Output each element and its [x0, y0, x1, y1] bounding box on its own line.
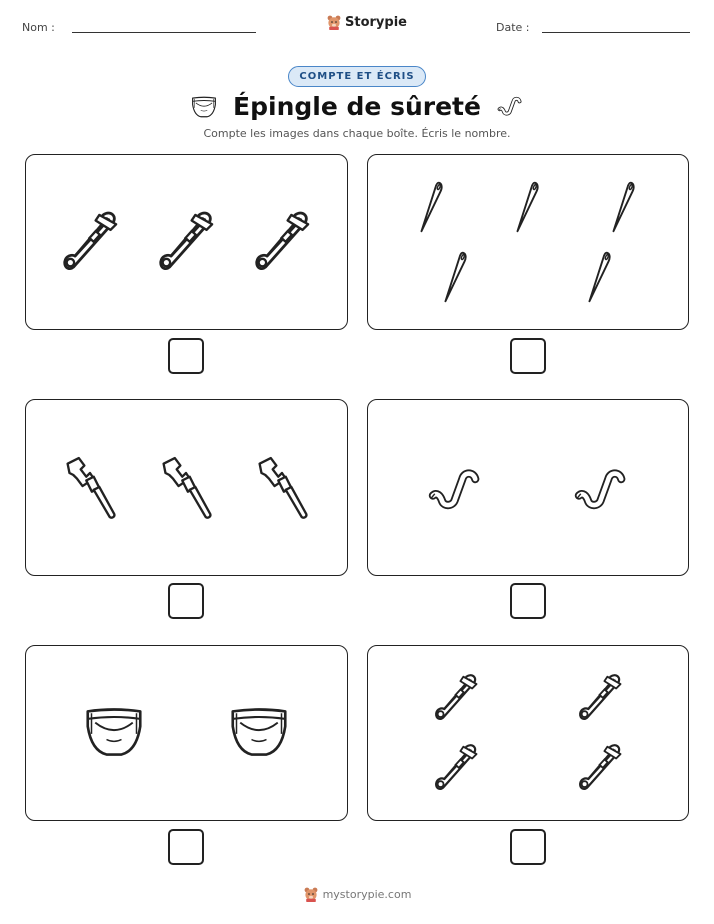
count-panel-3: [25, 399, 348, 576]
needle-icon: [610, 181, 636, 233]
needle-icon: [442, 251, 468, 303]
needle-icon: [418, 181, 444, 233]
bear-logo-icon: [303, 886, 319, 902]
count-panel-2: [367, 154, 689, 330]
count-panel-1: [25, 154, 348, 330]
needle-icon: [514, 181, 540, 233]
wrench-icon: [158, 454, 214, 520]
name-line[interactable]: [72, 32, 256, 33]
wrench-icon: [62, 454, 118, 520]
activity-badge: COMPTE ET ÉCRIS: [288, 66, 425, 87]
safety-pin-icon: [578, 742, 622, 794]
date-line[interactable]: [542, 32, 690, 33]
count-panel-5: [25, 645, 348, 821]
diaper-icon: [84, 704, 144, 760]
answer-box-6[interactable]: [510, 829, 546, 865]
answer-box-3[interactable]: [168, 583, 204, 619]
hook-icon: [497, 95, 523, 119]
safety-pin-icon: [434, 672, 478, 724]
answer-box-5[interactable]: [168, 829, 204, 865]
brand-name: Storypie: [345, 14, 407, 30]
hook-icon: [572, 468, 630, 514]
answer-box-1[interactable]: [168, 338, 204, 374]
footer-url[interactable]: mystorypie.com: [322, 887, 412, 901]
brand-logo: [326, 14, 407, 30]
diaper-icon: [229, 704, 289, 760]
hook-icon: [426, 468, 484, 514]
count-panel-6: [367, 645, 689, 821]
date-label: Date :: [496, 21, 530, 34]
name-label: Nom :: [22, 21, 55, 34]
wrench-icon: [254, 454, 310, 520]
safety-pin-icon: [158, 209, 214, 275]
instructions: Compte les images dans chaque boîte. Écris le nombre.: [203, 127, 511, 140]
footer: [303, 886, 412, 902]
page-title: Épingle de sûreté: [233, 92, 481, 121]
answer-box-2[interactable]: [510, 338, 546, 374]
answer-box-4[interactable]: [510, 583, 546, 619]
safety-pin-icon: [254, 209, 310, 275]
diaper-icon: [191, 95, 217, 119]
bear-logo-icon: [326, 14, 342, 30]
safety-pin-icon: [62, 209, 118, 275]
count-panel-4: [367, 399, 689, 576]
needle-icon: [586, 251, 612, 303]
safety-pin-icon: [578, 672, 622, 724]
safety-pin-icon: [434, 742, 478, 794]
